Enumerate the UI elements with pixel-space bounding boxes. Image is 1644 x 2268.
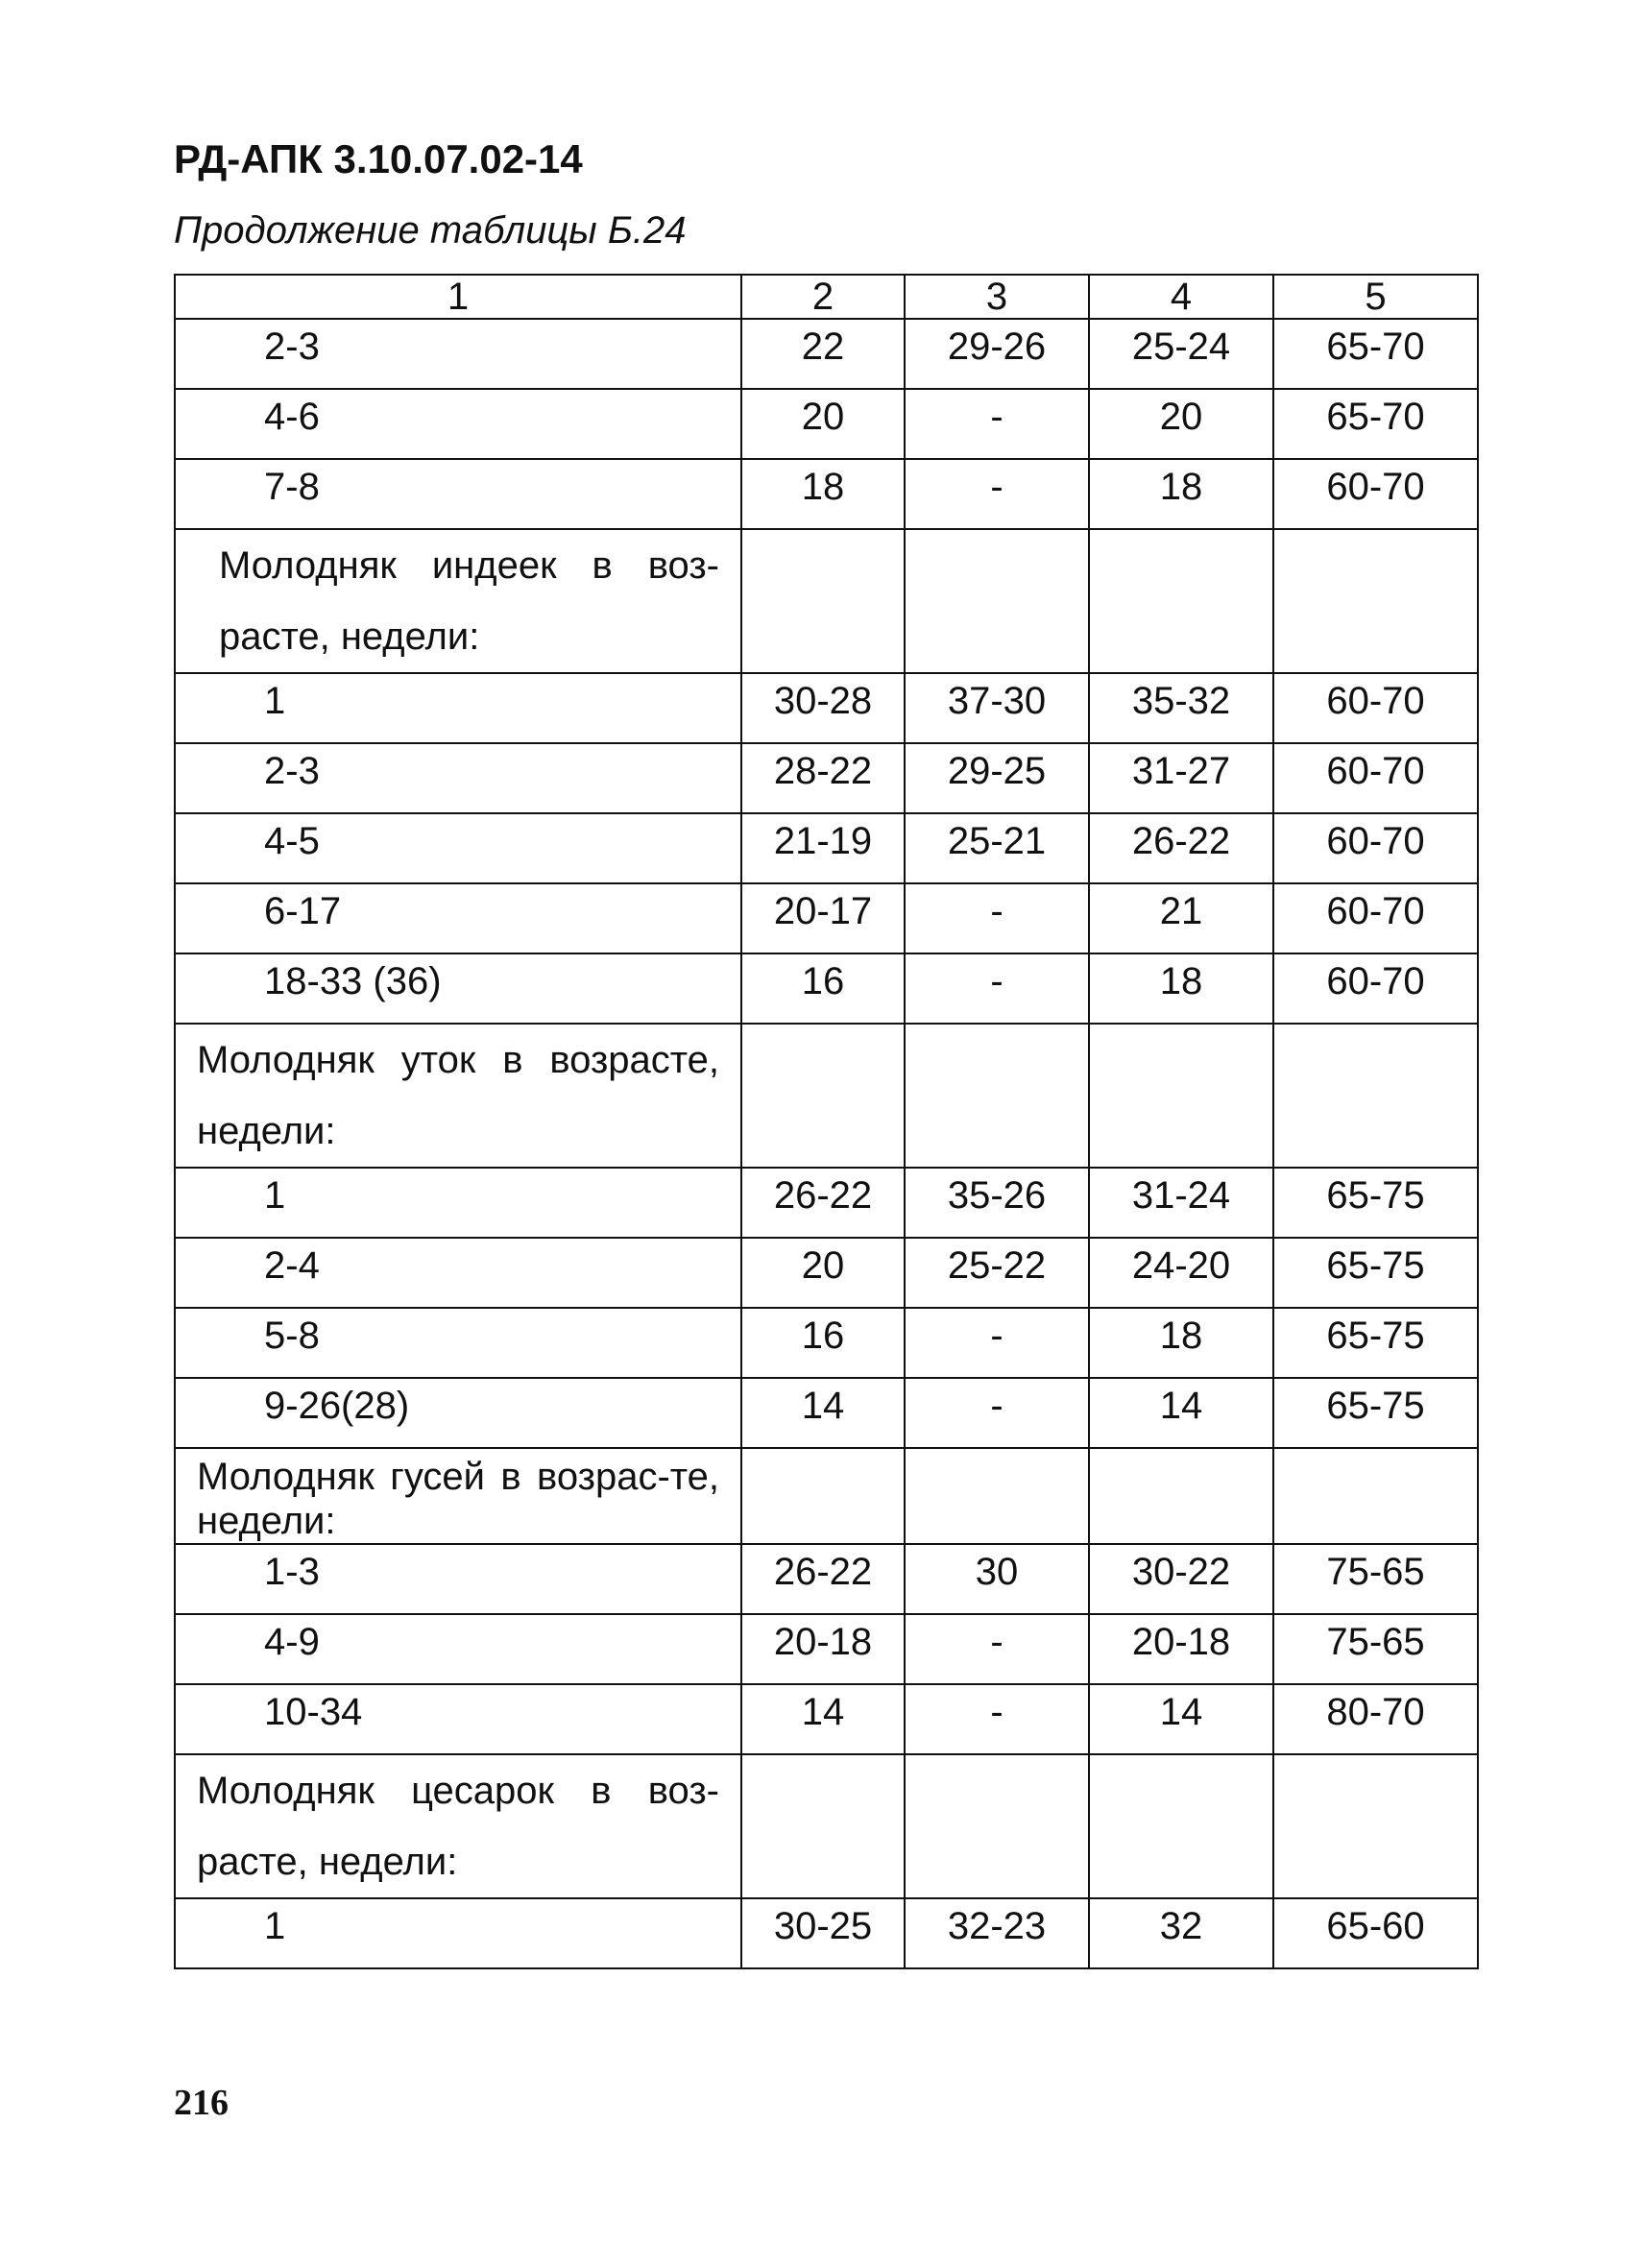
group-label: Молодняк цесарок в воз-расте, недели: <box>175 1754 741 1898</box>
table-row <box>175 1614 1478 1684</box>
value-cell: 18 <box>741 459 905 529</box>
value-cell: 14 <box>1089 1378 1273 1448</box>
value-cell: 25-21 <box>905 813 1089 883</box>
value-cell: 21 <box>1089 883 1273 953</box>
value-cell: 14 <box>1089 1684 1273 1754</box>
empty-cell <box>1089 529 1273 673</box>
empty-cell <box>1089 1448 1273 1544</box>
value-cell: 65-70 <box>1273 319 1478 389</box>
column-header: 5 <box>1273 275 1478 319</box>
value-cell: 65-75 <box>1273 1378 1478 1448</box>
age-cell: 6-17 <box>175 883 741 953</box>
empty-cell <box>905 1448 1089 1544</box>
age-cell: 2-4 <box>175 1238 741 1308</box>
column-header: 3 <box>905 275 1089 319</box>
table-caption: Продолжение таблицы Б.24 <box>174 209 687 252</box>
value-cell: 30-22 <box>1089 1544 1273 1614</box>
empty-cell <box>741 1754 905 1898</box>
table-row <box>175 1684 1478 1754</box>
column-header: 4 <box>1089 275 1273 319</box>
value-cell: 65-70 <box>1273 389 1478 459</box>
value-cell: 20 <box>1089 389 1273 459</box>
empty-cell <box>905 1754 1089 1898</box>
age-cell: 10-34 <box>175 1684 741 1754</box>
age-cell: 2-3 <box>175 319 741 389</box>
value-cell: 18 <box>1089 459 1273 529</box>
empty-cell <box>1273 529 1478 673</box>
column-header: 1 <box>175 275 741 319</box>
value-cell: 25-24 <box>1089 319 1273 389</box>
empty-cell <box>1273 1754 1478 1898</box>
group-label: Молодняк гусей в возрас-те, недели: <box>175 1448 741 1544</box>
value-cell: - <box>905 1684 1089 1754</box>
value-cell: 30 <box>905 1544 1089 1614</box>
value-cell: 60-70 <box>1273 743 1478 813</box>
age-cell: 1 <box>175 1898 741 1968</box>
value-cell: 32-23 <box>905 1898 1089 1968</box>
value-cell: 31-24 <box>1089 1168 1273 1238</box>
empty-cell <box>1089 1754 1273 1898</box>
value-cell: 60-70 <box>1273 673 1478 743</box>
page-number: 216 <box>174 2083 229 2123</box>
age-cell: 4-5 <box>175 813 741 883</box>
value-cell: 20-18 <box>1089 1614 1273 1684</box>
age-cell: 4-6 <box>175 389 741 459</box>
value-cell: - <box>905 883 1089 953</box>
value-cell: 28-22 <box>741 743 905 813</box>
table-row <box>175 1378 1478 1448</box>
age-cell: 4-9 <box>175 1614 741 1684</box>
age-cell: 2-3 <box>175 743 741 813</box>
value-cell: - <box>905 1378 1089 1448</box>
value-cell: - <box>905 389 1089 459</box>
value-cell: 16 <box>741 1308 905 1378</box>
group-label: Молодняк индеек в воз-раcте, недели: <box>175 529 741 673</box>
group-row-turkeys <box>175 529 1478 673</box>
value-cell: 30-28 <box>741 673 905 743</box>
empty-cell <box>905 529 1089 673</box>
value-cell: - <box>905 1614 1089 1684</box>
value-cell: 26-22 <box>741 1544 905 1614</box>
value-cell: 18 <box>1089 953 1273 1024</box>
empty-cell <box>741 1448 905 1544</box>
value-cell: 20 <box>741 389 905 459</box>
value-cell: 29-26 <box>905 319 1089 389</box>
table-row <box>175 319 1478 389</box>
table-row <box>175 813 1478 883</box>
empty-cell <box>741 1024 905 1168</box>
value-cell: 60-70 <box>1273 459 1478 529</box>
value-cell: 37-30 <box>905 673 1089 743</box>
value-cell: 26-22 <box>741 1168 905 1238</box>
table-row <box>175 953 1478 1024</box>
value-cell: 65-75 <box>1273 1308 1478 1378</box>
age-cell: 9-26(28) <box>175 1378 741 1448</box>
value-cell: 35-26 <box>905 1168 1089 1238</box>
group-row-ducks <box>175 1024 1478 1168</box>
value-cell: 75-65 <box>1273 1544 1478 1614</box>
group-row-guinea-fowl <box>175 1754 1478 1898</box>
table-header-row <box>175 275 1478 319</box>
column-header: 2 <box>741 275 905 319</box>
group-row-geese <box>175 1448 1478 1544</box>
table-row <box>175 1308 1478 1378</box>
value-cell: 65-75 <box>1273 1238 1478 1308</box>
value-cell: 14 <box>741 1378 905 1448</box>
age-cell: 7-8 <box>175 459 741 529</box>
value-cell: 24-20 <box>1089 1238 1273 1308</box>
value-cell: - <box>905 459 1089 529</box>
group-label: Молодняк уток в возрасте, недели: <box>175 1024 741 1168</box>
document-code: РД-АПК 3.10.07.02-14 <box>174 136 583 181</box>
value-cell: 20 <box>741 1238 905 1308</box>
table-row <box>175 1898 1478 1968</box>
value-cell: 21-19 <box>741 813 905 883</box>
value-cell: 80-70 <box>1273 1684 1478 1754</box>
value-cell: 65-75 <box>1273 1168 1478 1238</box>
table-row <box>175 743 1478 813</box>
value-cell: 14 <box>741 1684 905 1754</box>
value-cell: 22 <box>741 319 905 389</box>
value-cell: 75-65 <box>1273 1614 1478 1684</box>
empty-cell <box>741 529 905 673</box>
value-cell: 20-17 <box>741 883 905 953</box>
value-cell: 60-70 <box>1273 953 1478 1024</box>
value-cell: 35-32 <box>1089 673 1273 743</box>
table-row <box>175 673 1478 743</box>
table-row <box>175 459 1478 529</box>
value-cell: 29-25 <box>905 743 1089 813</box>
data-table <box>174 274 1479 1969</box>
value-cell: 25-22 <box>905 1238 1089 1308</box>
value-cell: - <box>905 953 1089 1024</box>
table-row <box>175 1168 1478 1238</box>
value-cell: 16 <box>741 953 905 1024</box>
value-cell: 20-18 <box>741 1614 905 1684</box>
value-cell: 60-70 <box>1273 883 1478 953</box>
empty-cell <box>1273 1024 1478 1168</box>
empty-cell <box>905 1024 1089 1168</box>
table-row <box>175 1544 1478 1614</box>
age-cell: 1-3 <box>175 1544 741 1614</box>
empty-cell <box>1089 1024 1273 1168</box>
age-cell: 18-33 (36) <box>175 953 741 1024</box>
age-cell: 1 <box>175 1168 741 1238</box>
value-cell: 65-60 <box>1273 1898 1478 1968</box>
value-cell: 18 <box>1089 1308 1273 1378</box>
age-cell: 5-8 <box>175 1308 741 1378</box>
table-row <box>175 883 1478 953</box>
age-cell: 1 <box>175 673 741 743</box>
value-cell: 30-25 <box>741 1898 905 1968</box>
value-cell: 60-70 <box>1273 813 1478 883</box>
value-cell: 26-22 <box>1089 813 1273 883</box>
value-cell: - <box>905 1308 1089 1378</box>
empty-cell <box>1273 1448 1478 1544</box>
value-cell: 32 <box>1089 1898 1273 1968</box>
table-row <box>175 389 1478 459</box>
table-row <box>175 1238 1478 1308</box>
value-cell: 31-27 <box>1089 743 1273 813</box>
